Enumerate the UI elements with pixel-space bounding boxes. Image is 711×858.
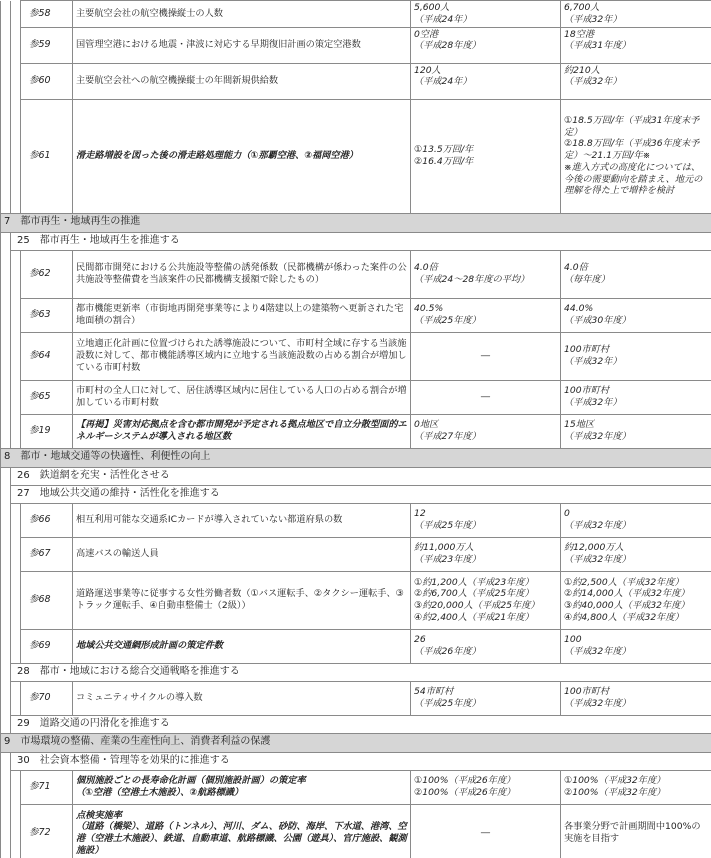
target-value: 18空港 （平成31年度） — [561, 27, 711, 63]
target-value: 約210人 （平成32年） — [561, 63, 711, 99]
section-row — [1, 213, 711, 232]
target-value: 100 （平成32年度） — [561, 629, 711, 663]
target-value: 4.0倍 （毎年度） — [561, 250, 711, 298]
table-row — [1, 804, 711, 858]
indicator-text: 個別施設ごとの長寿命化計画（個別施設計画）の策定率 （①空港（空港土木施設）、②航路標識） — [73, 770, 411, 804]
baseline-value: 40.5% （平成25年度） — [411, 298, 561, 332]
baseline-value: ― — [411, 804, 561, 858]
target-value: ①約2,500人（平成32年度） ②約14,000人（平成32年度） ③約40,000人（平成32年度） ④約4,800人（平成32年度） — [561, 571, 711, 629]
baseline-value: ①100%（平成26年度） ②100%（平成26年度） — [411, 770, 561, 804]
ref-number: 参70 — [21, 681, 73, 715]
target-value: ①18.5万回/年（平成31年度末予定） ②18.8万回/年（平成36年度末予定）～21.1万回/年※ ※進入方式の高度化については、今後の需要動向を踏まえ、地元の理解を得た上で増枠を検討 — [561, 99, 711, 213]
ref-number: 参72 — [21, 804, 73, 858]
baseline-value: 5,600人 （平成24年） — [411, 1, 561, 28]
ref-number: 参67 — [21, 537, 73, 571]
table-row — [1, 250, 711, 298]
indicator-text: 滑走路増設を図った後の滑走路処理能力（①那覇空港、②福岡空港） — [73, 99, 411, 213]
baseline-value: ①約1,200人（平成23年度） ②約6,700人（平成25年度） ③約20,000人（平成25年度） ④約2,400人（平成21年度） — [411, 571, 561, 629]
ref-number: 参19 — [21, 414, 73, 448]
ref-number: 参58 — [21, 1, 73, 28]
indicator-text: 国管理空港における地震・津波に対応する早期復旧計画の策定空港数 — [73, 27, 411, 63]
table-row — [1, 571, 711, 629]
baseline-value: 54市町村 （平成25年度） — [411, 681, 561, 715]
target-value: 0 （平成32年度） — [561, 503, 711, 537]
target-value: ①100%（平成32年度） ②100%（平成32年度） — [561, 770, 711, 804]
subsection-heading: 29 道路交通の円滑化を推進する — [11, 715, 711, 733]
table-row — [1, 27, 711, 63]
baseline-value: 4.0倍 （平成24～28年度の平均） — [411, 250, 561, 298]
section-row — [1, 733, 711, 752]
ref-number: 参63 — [21, 298, 73, 332]
table-row — [1, 332, 711, 380]
indicator-text: 主要航空会社の航空機操縦士の人数 — [73, 1, 411, 28]
table-row — [1, 770, 711, 804]
target-value: 約12,000万人 （平成32年度） — [561, 537, 711, 571]
indicator-text: 地域公共交通網形成計画の策定件数 — [73, 629, 411, 663]
target-value: 6,700人 （平成32年） — [561, 1, 711, 28]
table-row — [1, 414, 711, 448]
subsection-row — [1, 752, 711, 770]
baseline-value: 120人 （平成24年） — [411, 63, 561, 99]
subsection-heading: 27 地域公共交通の維持・活性化を推進する — [11, 485, 711, 503]
indicator-text: 点検実施率 （道路（橋梁）、道路（トンネル）、河川、ダム、砂防、海岸、下水道、港湾、空港（空港土木施設）、鉄道、自動車道、航路標識、公園（遊具）、官庁施設、観測施設） — [73, 804, 411, 858]
indicator-text: 道路運送事業等に従事する女性労働者数（①バス運転手、②タクシー運転手、③トラック運転手、④自動車整備士（2級）） — [73, 571, 411, 629]
subsection-heading: 30 社会資本整備・管理等を効果的に推進する — [11, 752, 711, 770]
ref-number: 参64 — [21, 332, 73, 380]
indicator-text: 市町村の全人口に対して、居住誘導区域内に居住している人口の占める割合が増加している市町村数 — [73, 380, 411, 414]
baseline-value: 12 （平成25年度） — [411, 503, 561, 537]
ref-number: 参61 — [21, 99, 73, 213]
target-value: 各事業分野で計画期間中100%の実施を目指す — [561, 804, 711, 858]
subsection-row — [1, 232, 711, 250]
indicator-text: 主要航空会社への航空機操縦士の年間新規供給数 — [73, 63, 411, 99]
ref-number: 参62 — [21, 250, 73, 298]
ref-number: 参69 — [21, 629, 73, 663]
indicator-text: 立地適正化計画に位置づけられた誘導施設について、市町村全域に存する当該施設数に対して、都市機能誘導区域内に立地する当該施設数の占める割合が増加している市町村数 — [73, 332, 411, 380]
baseline-value: 約11,000万人 （平成23年度） — [411, 537, 561, 571]
section-heading: 9 市場環境の整備、産業の生産性向上、消費者利益の保護 — [1, 733, 711, 752]
ref-number: 参59 — [21, 27, 73, 63]
table-row — [1, 1, 711, 28]
section-row — [1, 448, 711, 467]
baseline-value: ― — [411, 380, 561, 414]
ref-number: 参66 — [21, 503, 73, 537]
indicator-text: 【再掲】災害対応拠点を含む都市開発が予定される拠点地区で自立分散型面的エネルギーシステムが導入される地区数 — [73, 414, 411, 448]
table-row — [1, 99, 711, 213]
subsection-row — [1, 715, 711, 733]
subsection-row — [1, 663, 711, 681]
table-row — [1, 537, 711, 571]
baseline-value: ― — [411, 332, 561, 380]
subsection-row — [1, 485, 711, 503]
target-value: 15地区 （平成32年度） — [561, 414, 711, 448]
target-value: 100市町村 （平成32年度） — [561, 681, 711, 715]
section-heading: 8 都市・地域交通等の快適性、利便性の向上 — [1, 448, 711, 467]
ref-number: 参68 — [21, 571, 73, 629]
target-value: 100市町村 （平成32年） — [561, 332, 711, 380]
ref-number: 参71 — [21, 770, 73, 804]
ref-number: 参60 — [21, 63, 73, 99]
table-row — [1, 298, 711, 332]
indicator-text: 都市機能更新率（市街地再開発事業等により4階建以上の建築物へ更新された宅地面積の割合） — [73, 298, 411, 332]
subsection-heading: 25 都市再生・地域再生を推進する — [11, 232, 711, 250]
target-value: 44.0% （平成30年度） — [561, 298, 711, 332]
section-heading: 7 都市再生・地域再生の推進 — [1, 213, 711, 232]
indicator-text: 相互利用可能な交通系ICカードが導入されていない都道府県の数 — [73, 503, 411, 537]
baseline-value: 0地区 （平成27年度） — [411, 414, 561, 448]
baseline-value: ①13.5万回/年 ②16.4万回/年 — [411, 99, 561, 213]
table-row — [1, 63, 711, 99]
target-value: 100市町村 （平成32年） — [561, 380, 711, 414]
subsection-heading: 28 都市・地域における総合交通戦略を推進する — [11, 663, 711, 681]
subsection-row — [1, 467, 711, 485]
baseline-value: 26 （平成26年度） — [411, 629, 561, 663]
table-row — [1, 681, 711, 715]
baseline-value: 0空港 （平成28年度） — [411, 27, 561, 63]
indicator-text: 高速バスの輸送人員 — [73, 537, 411, 571]
table-row — [1, 380, 711, 414]
indicator-text: コミュニティサイクルの導入数 — [73, 681, 411, 715]
table-row — [1, 629, 711, 663]
table-row — [1, 503, 711, 537]
subsection-heading: 26 鉄道網を充実・活性化させる — [11, 467, 711, 485]
ref-number: 参65 — [21, 380, 73, 414]
indicator-text: 民間都市開発における公共施設等整備の誘発係数（民都機構が係わった案件の公共施設等整備費を当該案件の民都機構支援額で除したもの） — [73, 250, 411, 298]
